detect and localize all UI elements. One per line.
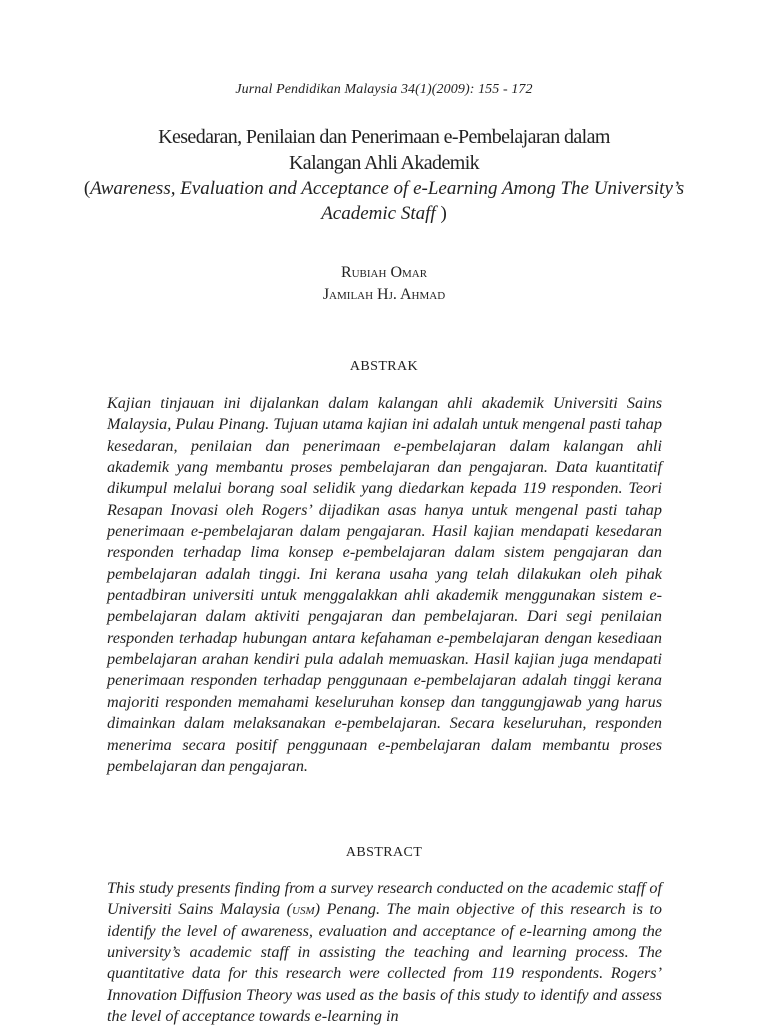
title-malay-line1: Kesedaran, Penilaian dan Penerimaan e-Pembelajaran dalam	[158, 126, 610, 148]
abstract-text-part2: ) Penang. The main objective of this research is to identify the level of awareness, evaluation and acceptance of e-learning among the university’s academic staff in assisting the teaching and learning process. The quantitative data for this research were collected from 119 respondents. Rogers’ Innovation Diffusion Theory was used as the basis of this study to identify and assess the level of acceptance towards e-learning in	[107, 900, 662, 1026]
title-english-close-paren: )	[435, 203, 447, 224]
title-english	[80, 176, 688, 226]
abstract-text-part1: This study presents finding from a survey research conducted on the academic staff of Universiti Sains Malaysia (	[107, 879, 662, 919]
author-name: Rubiah Omar	[340, 264, 428, 281]
article-title	[80, 124, 688, 226]
author-name: Jamilah Hj. Ahmad	[322, 286, 446, 303]
abstract-acronym: usm	[292, 900, 315, 919]
abstrak-text: Kajian tinjauan ini dijalankan dalam kalangan ahli akademik Universiti Sains Malaysia, Pulau Pinang. Tujuan utama kajian ini adalah untuk mengenal pasti tahap kesedaran, penilaian dan penerimaan e-pembelajaran dalam kalangan ahli akademik yang membantu proses pembelajaran dan pengajaran. Data kuantitatif dikumpul melalui borang soal selidik yang diedarkan kepada 119 responden. Teori Resapan Inovasi oleh Rogers’ dijadikan asas hanya untuk mengenal pasti tahap penerimaan e-pembelajaran dalam pengajaran. Hasil kajian mendapati kesedaran responden terhadap lima konsep e-pembelajaran dalam sistem pengajaran dan pembelajaran adalah tinggi. Ini kerana usaha yang telah dilakukan oleh pihak pentadbiran universiti untuk menggalakkan ahli akademik menggunakan sistem e-pembelajaran dalam aktiviti pengajaran dan pembelajaran. Dari segi penilaian responden terhadap hubungan antara kefahaman e-pembelajaran dengan kesediaan pembelajaran arahan kendiri pula adalah memuaskan. Hasil kajian juga mendapati penerimaan responden terhadap penggunaan e-pembelajaran adalah tinggi kerana majoriti responden memahami keseluruhan konsep dan tanggungjawab yang harus dimainkan dalam melaksanakan e-pembelajaran. Secara keseluruhan, responden menerima secara positif penggunaan e-pembelajaran dalam membantu proses pembelajaran dan pengajaran.	[107, 394, 662, 775]
title-malay	[80, 124, 688, 176]
title-english-text: Awareness, Evaluation and Acceptance of e-Learning Among The University’s Academic Staff	[90, 178, 685, 224]
abstrak-heading: ABSTRAK	[349, 359, 419, 374]
journal-citation-header: Jurnal Pendidikan Malaysia 34(1)(2009): 155 - 172	[235, 82, 533, 97]
title-malay-line2: Kalangan Ahli Akademik	[288, 152, 480, 174]
title-english-open-paren: (	[83, 178, 91, 199]
abstract-text	[107, 878, 662, 1027]
author-list	[0, 262, 768, 306]
abstract-heading: ABSTRACT	[345, 845, 423, 860]
